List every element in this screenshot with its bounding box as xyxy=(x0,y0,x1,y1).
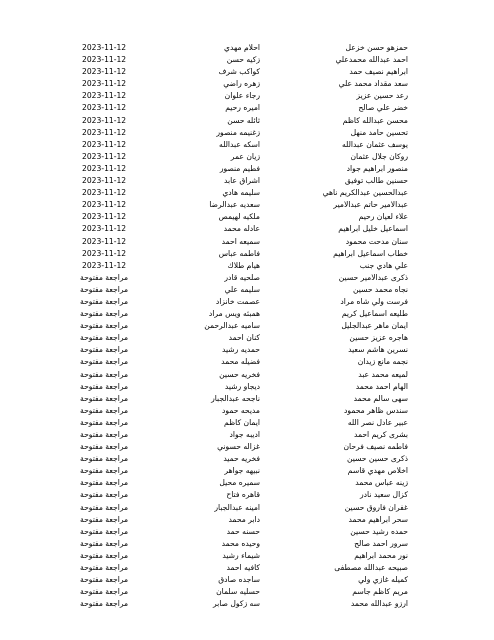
row-status: 2023-11-12 xyxy=(82,43,127,52)
table-row xyxy=(0,102,494,114)
table-row xyxy=(0,127,494,139)
row-status: 2023-11-12 xyxy=(82,79,127,89)
row-partner: ملكيه لهيمص xyxy=(218,212,260,222)
row-name: كميله غازي ولي xyxy=(358,575,408,585)
row-partner: سميره محيل xyxy=(219,478,260,488)
row-status: 2023-11-12 xyxy=(82,55,127,65)
row-name: نجمه مانع زيدان xyxy=(357,357,408,367)
row-status: مراجعة مفتوحة xyxy=(80,381,129,391)
table-row xyxy=(0,223,494,235)
row-name: نسرين هاشم سعيد xyxy=(348,345,408,355)
row-name: نجاه محمد حسين xyxy=(352,284,408,294)
table-row xyxy=(0,187,494,199)
table-row xyxy=(0,320,494,332)
table-row xyxy=(0,151,494,163)
row-partner: فخريه حميد xyxy=(223,454,260,464)
row-partner: زيان عمر xyxy=(230,151,260,161)
row-name: يوسف عثمان عبدالله xyxy=(341,139,408,149)
row-partner: مديحه حمود xyxy=(222,405,260,415)
row-name: عبدالحسين عبدالكريم ناهي xyxy=(322,188,408,198)
row-partner: نبيهه جواهر xyxy=(224,466,260,476)
row-status: 2023-11-12 xyxy=(82,67,127,77)
row-partner: عصمت خانزاد xyxy=(215,296,260,306)
row-partner: اديبه جواد xyxy=(229,430,260,439)
row-status: 2023-11-12 xyxy=(82,176,127,186)
table-row xyxy=(0,465,494,477)
table-row xyxy=(0,260,494,272)
table-row xyxy=(0,526,494,538)
row-status: مراجعة مفتوحة xyxy=(80,478,129,488)
row-status: مراجعة مفتوحة xyxy=(80,442,129,452)
row-status: مراجعة مفتوحة xyxy=(80,526,129,536)
table-row xyxy=(0,369,494,381)
table-row xyxy=(0,344,494,356)
row-partner: رجاء علوان xyxy=(224,91,260,101)
row-status: مراجعة مفتوحة xyxy=(80,369,129,379)
row-name: ابراهيم نصيف حمد xyxy=(349,67,408,77)
row-name: غفران فاروق حسين xyxy=(344,502,408,512)
row-name: زينه عباس محمد xyxy=(355,478,408,488)
table-row xyxy=(0,598,494,610)
row-partner: ناجحه عبدالجبار xyxy=(211,393,260,403)
table-row xyxy=(0,211,494,223)
row-name: تحسين حامد منهل xyxy=(350,127,408,137)
table-row xyxy=(0,550,494,562)
table-row xyxy=(0,574,494,586)
row-status: مراجعة مفتوحة xyxy=(80,405,129,415)
row-name: احمد عبدالله محمدعلي xyxy=(335,55,408,65)
table-row xyxy=(0,175,494,187)
row-partner: ديجاو رشيد xyxy=(224,381,260,391)
row-status: مراجعة مفتوحة xyxy=(80,296,129,306)
row-status: مراجعة مفتوحة xyxy=(80,333,129,343)
row-name: سنان مدحت محمود xyxy=(345,236,408,246)
row-status: 2023-11-12 xyxy=(82,260,127,270)
row-status: مراجعة مفتوحة xyxy=(80,514,129,524)
row-status: 2023-11-12 xyxy=(82,151,127,161)
row-status: مراجعة مفتوحة xyxy=(80,430,129,439)
row-partner: فاطمه عباس xyxy=(218,248,260,258)
row-partner: زكيه حسن xyxy=(226,55,260,65)
row-name: لميعه محمد عبد xyxy=(358,369,408,379)
table-row xyxy=(0,42,494,54)
row-partner: اسكه عبدالله xyxy=(219,139,260,149)
row-status: 2023-11-12 xyxy=(82,236,127,246)
row-status: 2023-11-12 xyxy=(82,139,127,149)
row-status: مراجعة مفتوحة xyxy=(80,454,129,464)
row-partner: كواكب شرف xyxy=(218,67,260,77)
row-name: سرور احمد صالح xyxy=(354,538,408,548)
row-partner: سعديه عبدالرضا xyxy=(209,200,260,210)
row-status: 2023-11-12 xyxy=(82,103,127,113)
row-name: سحر ابراهيم محمد xyxy=(348,514,408,524)
table-row xyxy=(0,139,494,151)
row-name: طليعه اسماعيل كريم xyxy=(341,309,408,319)
row-name: صبيحه عبدالله مصطفى xyxy=(334,563,408,573)
row-partner: قاهره فتاح xyxy=(226,490,260,500)
table-row xyxy=(0,296,494,308)
row-partner: شيماء رشيد xyxy=(222,550,260,560)
row-status: مراجعة مفتوحة xyxy=(80,563,129,573)
row-status: 2023-11-12 xyxy=(82,163,127,173)
row-partner: امينه عبدالجبار xyxy=(214,502,260,512)
row-partner: وحيده محمد xyxy=(221,538,260,548)
table-row xyxy=(0,502,494,514)
row-partner: حمديه رشيد xyxy=(222,345,260,355)
table-row xyxy=(0,90,494,102)
row-status: 2023-11-12 xyxy=(82,91,127,101)
row-status: مراجعة مفتوحة xyxy=(80,417,129,427)
row-partner: دابر محمد xyxy=(228,514,260,524)
table-row xyxy=(0,489,494,501)
row-name: روكان جلال عثمان xyxy=(350,151,408,161)
table-row xyxy=(0,538,494,550)
row-status: مراجعة مفتوحة xyxy=(80,575,129,585)
table-row xyxy=(0,199,494,211)
row-partner: ايمان كاظم xyxy=(224,417,260,427)
row-status: مراجعة مفتوحة xyxy=(80,587,129,597)
row-status: 2023-11-12 xyxy=(82,224,127,234)
row-partner: كنان احمد xyxy=(228,333,260,343)
row-name: محسن عبدالله كاظم xyxy=(342,115,408,125)
row-status: مراجعة مفتوحة xyxy=(80,357,129,367)
row-partner: حسليه سلمان xyxy=(216,587,260,597)
row-status: مراجعة مفتوحة xyxy=(80,538,129,548)
table-row xyxy=(0,163,494,175)
table-row xyxy=(0,66,494,78)
row-name: هاجره عزيز حسين xyxy=(349,333,408,343)
row-partner: هيام طلاك xyxy=(227,260,260,270)
row-partner: احلام مهدي xyxy=(224,43,260,52)
table-row xyxy=(0,248,494,260)
row-status: مراجعة مفتوحة xyxy=(80,490,129,500)
row-name: ذكرى عبدالامير حسين xyxy=(338,272,408,282)
row-status: مراجعة مفتوحة xyxy=(80,550,129,560)
records-list xyxy=(0,42,494,610)
row-partner: ساجده صادق xyxy=(218,575,260,585)
row-name: الهام احمد محمد xyxy=(355,381,408,391)
table-row xyxy=(0,586,494,598)
row-partner: ثائله حسن xyxy=(227,115,260,125)
row-status: مراجعة مفتوحة xyxy=(80,345,129,355)
table-row xyxy=(0,332,494,344)
row-partner: اميره رحيم xyxy=(225,103,260,113)
row-name: كزال سعيد نادر xyxy=(359,490,408,500)
table-row xyxy=(0,477,494,489)
row-name: رعد حسين عزيز xyxy=(356,91,408,101)
row-name: عبير عادل نصر الله xyxy=(347,417,408,427)
table-row xyxy=(0,236,494,248)
table-row xyxy=(0,417,494,429)
table-row xyxy=(0,272,494,284)
row-partner: فخريه حسين xyxy=(219,369,260,379)
row-partner: زغنيمه منصور xyxy=(216,127,260,137)
row-status: 2023-11-12 xyxy=(82,127,127,137)
row-status: مراجعة مفتوحة xyxy=(80,321,129,331)
table-row xyxy=(0,405,494,417)
row-name: عبدالامير حاتم عبدالامير xyxy=(333,200,408,210)
row-status: مراجعة مفتوحة xyxy=(80,466,129,476)
row-partner: ساميه عبدالرحمن xyxy=(204,321,260,331)
row-partner: سليمه هادي xyxy=(222,188,260,198)
table-row xyxy=(0,514,494,526)
row-partner: سميعه احمد xyxy=(221,236,260,246)
row-name: اخلاص مهدي قاسم xyxy=(347,466,408,476)
row-name: سعد مقداد محمد علي xyxy=(338,79,408,89)
row-partner: حسنه حمد xyxy=(226,526,260,536)
row-name: علي هادي جنب xyxy=(359,260,408,270)
row-partner: سليمه علي xyxy=(224,284,260,294)
row-partner: سه زكول صابر xyxy=(212,599,260,609)
table-row xyxy=(0,54,494,66)
table-row xyxy=(0,308,494,320)
row-status: مراجعة مفتوحة xyxy=(80,272,129,282)
table-row xyxy=(0,356,494,368)
row-name: ارزو عبدالله محمد xyxy=(350,599,408,609)
row-name: سهى سالم محمد xyxy=(353,393,408,403)
row-partner: صلحيه قادر xyxy=(224,272,260,282)
row-status: مراجعة مفتوحة xyxy=(80,599,129,609)
table-row xyxy=(0,115,494,127)
row-name: علاء لعيان رحيم xyxy=(358,212,408,222)
row-name: بشرى كريم احمد xyxy=(353,430,408,439)
row-partner: فضيله محمد xyxy=(221,357,260,367)
row-partner: زهره راضي xyxy=(223,79,260,89)
row-name: خضر علي صالح xyxy=(358,103,408,113)
row-name: مريم كاظم جاسم xyxy=(352,587,408,597)
row-name: سندس ظاهر محمود xyxy=(344,405,408,415)
table-row xyxy=(0,453,494,465)
row-status: مراجعة مفتوحة xyxy=(80,284,129,294)
row-name: حمزهو حسن خزعل xyxy=(345,43,408,52)
row-partner: اشراق عابد xyxy=(223,176,260,186)
row-name: اسماعيل خليل ابراهيم xyxy=(338,224,408,234)
row-status: 2023-11-12 xyxy=(82,212,127,222)
row-name: منصور ابراهيم جواد xyxy=(346,163,408,173)
row-name: حمده رشيد حسين xyxy=(350,526,408,536)
row-status: 2023-11-12 xyxy=(82,188,127,198)
table-row xyxy=(0,284,494,296)
row-name: ايمان ماهر عبدالجليل xyxy=(341,321,408,331)
table-row xyxy=(0,381,494,393)
table-row xyxy=(0,562,494,574)
row-status: مراجعة مفتوحة xyxy=(80,393,129,403)
row-status: مراجعة مفتوحة xyxy=(80,309,129,319)
row-partner: كافيه احمد xyxy=(226,563,260,573)
row-name: خطاب اسماعيل ابراهيم xyxy=(333,248,408,258)
table-row xyxy=(0,429,494,441)
row-name: فاطمه نصيف فرحان xyxy=(343,442,408,452)
row-partner: غزاله حسوني xyxy=(217,442,260,452)
row-name: ذكرى حسين حسين xyxy=(346,454,408,464)
table-row xyxy=(0,78,494,90)
row-status: 2023-11-12 xyxy=(82,115,127,125)
row-partner: فطيم منصور xyxy=(219,163,260,173)
row-partner: همبئه ويس مراد xyxy=(208,309,260,319)
row-name: فرست ولي شاه مراد xyxy=(340,296,408,306)
row-partner: عادله محمد xyxy=(223,224,260,234)
row-status: 2023-11-12 xyxy=(82,248,127,258)
table-row xyxy=(0,393,494,405)
table-row xyxy=(0,441,494,453)
row-status: مراجعة مفتوحة xyxy=(80,502,129,512)
row-status: 2023-11-12 xyxy=(82,200,127,210)
row-name: نور محمد ابراهيم xyxy=(354,550,408,560)
row-name: حسنين طالب توفيق xyxy=(344,176,408,186)
